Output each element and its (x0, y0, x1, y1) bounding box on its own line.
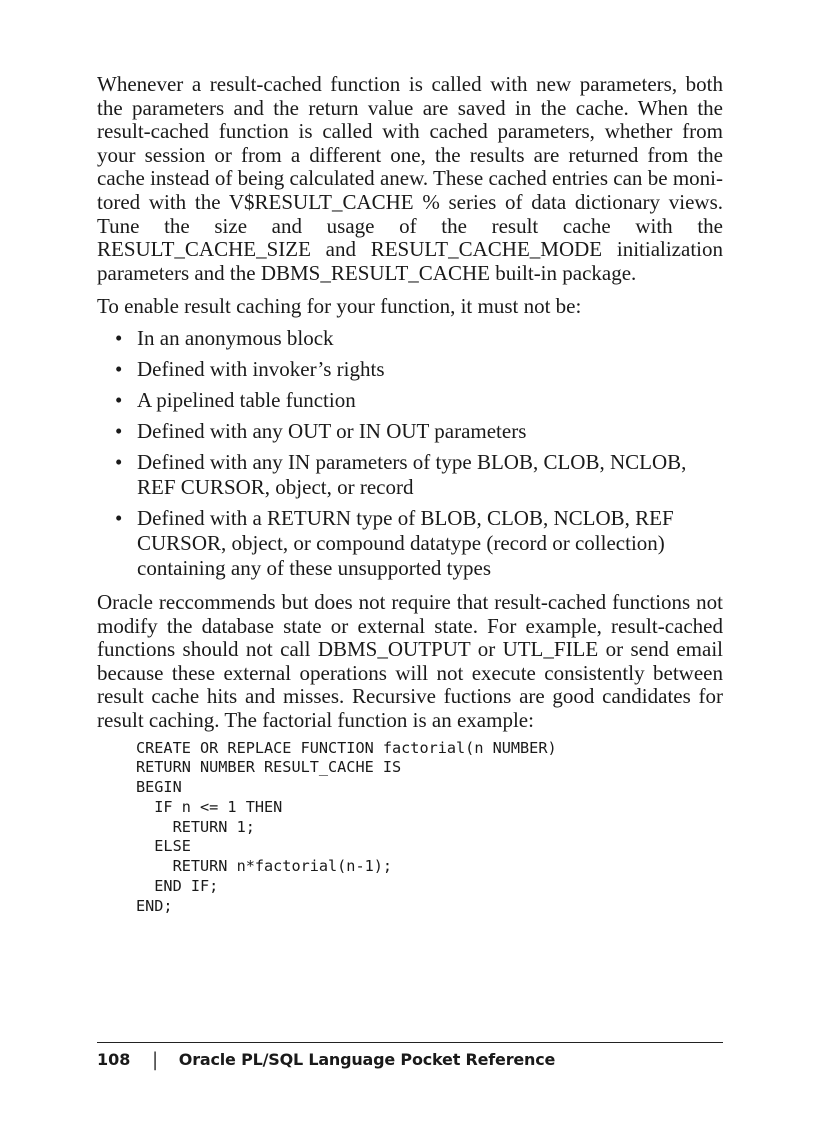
bullet-icon: • (115, 418, 123, 443)
paragraph-recommendations: Oracle reccommends but does not require that result-cached functions not modify the database state or external state. For example, result-cached functions should not call DBMS_​OUTPUT or UTL_FILE or send email because these external operations will not execute consistently between result cache hits and misses. Recursive fuctions are good candidates for result caching. The factorial function is an example: (97, 589, 723, 732)
list-item-text: Defined with invoker’s rights (137, 356, 385, 381)
page-number: 108 (97, 1050, 131, 1069)
list-item (97, 357, 723, 382)
footer-separator: | (152, 1048, 158, 1071)
bullet-icon: • (115, 505, 123, 530)
page-footer (97, 1048, 723, 1072)
footer-divider (97, 1042, 723, 1043)
list-item-text: A pipelined table function (137, 387, 356, 412)
list-item-text: Defined with any OUT or IN OUT parameters (137, 418, 527, 443)
list-item (97, 326, 723, 351)
bullet-icon: • (115, 356, 123, 381)
list-item (97, 450, 723, 500)
code-block-factorial: CREATE OR REPLACE FUNCTION factorial(n NUMBER) RETURN NUMBER RESULT_CACHE IS BEGIN IF n <= 1 THEN RETURN 1; ELSE RETURN n*factorial(n-1); END IF; END; (136, 738, 557, 915)
bullet-icon: • (115, 325, 123, 350)
list-item (97, 506, 723, 581)
bullet-icon: • (115, 387, 123, 412)
paragraph-result-cache-intro: Whenever a result-cached function is called with new parameters, both the parameters and the return value are saved in the cache. When the result-cached function is called with cached parameters, whether from your session or from a different one, the results are returned from the cache instead of being calculated anew. These cached entries can be monitored with the V$RESULT_CACHE % series of data dictionary views. Tune the size and usage of the result cache with the RESULT_CACHE_SIZE and RESULT_CACHE_MODE initialization parameters and the DBMS_RESULT_CACHE built-in package. (97, 72, 723, 285)
list-item (97, 419, 723, 444)
bullet-icon: • (115, 449, 123, 474)
book-title: Oracle PL/SQL Language Pocket Reference (178, 1050, 556, 1069)
restrictions-list (97, 326, 723, 581)
page-content (97, 73, 723, 917)
paragraph-restrictions-lead: To enable result caching for your function, it must not be: (97, 294, 582, 319)
list-item-text: Defined with any IN parameters of type BLOB, CLOB, NCLOB, REF CURSOR, object, or record (137, 449, 687, 499)
list-item-text: In an anonymous block (137, 325, 334, 350)
list-item-text: Defined with a RETURN type of BLOB, CLOB, NCLOB, REF CURSOR, object, or compound datatype (record or collection) containing any of these unsupported types (137, 505, 674, 580)
list-item (97, 388, 723, 413)
